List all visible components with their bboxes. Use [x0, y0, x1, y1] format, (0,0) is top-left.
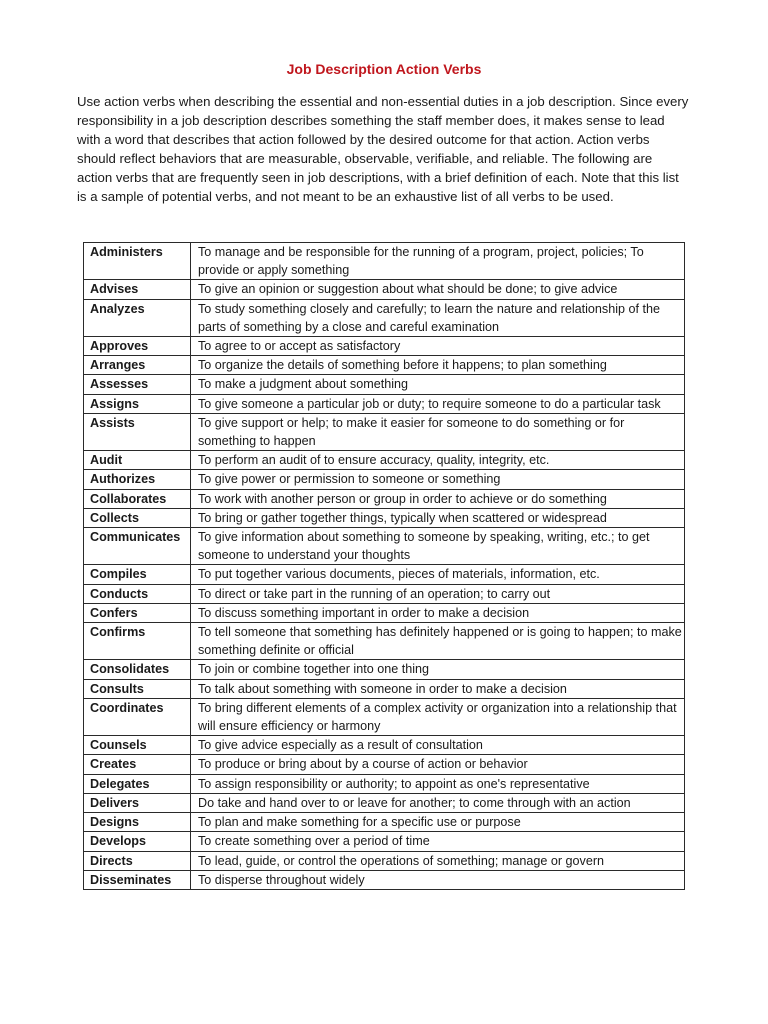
intro-paragraph: Use action verbs when describing the essential and non-essential duties in a job description. Since every responsibility in a job description describes something the staff member does, it makes sense to lead with a word that describes that action followed by the desired outcome for that action. Action verbs should reflect behaviors that are measurable, observable, verifiable, and reliable. The following are action verbs that are frequently seen in job descriptions, with a brief definition of each. Note that this list is a sample of potential verbs, and not meant to be an exhaustive list of all verbs to be used.	[77, 94, 689, 204]
verb-term: Counsels	[84, 736, 191, 755]
verb-definition: To lead, guide, or control the operations of something; manage or govern	[191, 851, 685, 870]
table-row	[84, 243, 685, 280]
verb-term: Arranges	[84, 356, 191, 375]
table-row	[84, 356, 685, 375]
verb-term: Approves	[84, 337, 191, 356]
verb-definition: To tell someone that something has definitely happened or is going to happen; to make something definite or official	[191, 623, 685, 660]
table-row	[84, 394, 685, 413]
verb-term: Administers	[84, 243, 191, 280]
table-row	[84, 451, 685, 470]
verb-definition: To perform an audit of to ensure accuracy, quality, integrity, etc.	[191, 451, 685, 470]
verb-definition: To create something over a period of time	[191, 832, 685, 851]
verb-definition: To talk about something with someone in order to make a decision	[191, 679, 685, 698]
table-row	[84, 813, 685, 832]
verb-definition: To study something closely and carefully; to learn the nature and relationship of the parts of something by a close and careful examination	[191, 299, 685, 336]
verb-term: Delivers	[84, 793, 191, 812]
verb-term: Confers	[84, 603, 191, 622]
verb-term: Develops	[84, 832, 191, 851]
verb-term: Collaborates	[84, 489, 191, 508]
table-row	[84, 528, 685, 565]
verb-definition: To bring different elements of a complex activity or organization into a relationship that will ensure efficiency or harmony	[191, 698, 685, 735]
table-row	[84, 299, 685, 336]
verb-table-body	[84, 243, 685, 890]
table-row	[84, 337, 685, 356]
table-row	[84, 375, 685, 394]
table-row	[84, 755, 685, 774]
verb-definition: To work with another person or group in order to achieve or do something	[191, 489, 685, 508]
verb-definition-table	[83, 242, 685, 890]
table-row	[84, 832, 685, 851]
verb-definition: To give information about something to someone by speaking, writing, etc.; to get someone to understand your thoughts	[191, 528, 685, 565]
table-row	[84, 489, 685, 508]
table-row	[84, 774, 685, 793]
page-title: Job Description Action Verbs	[286, 61, 482, 77]
table-row	[84, 623, 685, 660]
verb-term: Assigns	[84, 394, 191, 413]
verb-term: Coordinates	[84, 698, 191, 735]
verb-term: Consults	[84, 679, 191, 698]
table-row	[84, 870, 685, 889]
verb-definition: To give support or help; to make it easier for someone to do something or for something to happen	[191, 413, 685, 450]
verb-term: Creates	[84, 755, 191, 774]
verb-term: Consolidates	[84, 660, 191, 679]
verb-definition: To give someone a particular job or duty; to require someone to do a particular task	[191, 394, 685, 413]
verb-term: Confirms	[84, 623, 191, 660]
verb-definition: To make a judgment about something	[191, 375, 685, 394]
table-row	[84, 736, 685, 755]
verb-definition: To agree to or accept as satisfactory	[191, 337, 685, 356]
verb-term: Advises	[84, 280, 191, 299]
verb-definition: To give an opinion or suggestion about what should be done; to give advice	[191, 280, 685, 299]
verb-term: Disseminates	[84, 870, 191, 889]
verb-term: Compiles	[84, 565, 191, 584]
verb-definition: To bring or gather together things, typically when scattered or widespread	[191, 508, 685, 527]
verb-definition: To manage and be responsible for the running of a program, project, policies; To provide or apply something	[191, 243, 685, 280]
table-row	[84, 413, 685, 450]
table-row	[84, 698, 685, 735]
verb-definition: To produce or bring about by a course of action or behavior	[191, 755, 685, 774]
verb-term: Communicates	[84, 528, 191, 565]
table-row	[84, 679, 685, 698]
verb-definition: To give power or permission to someone or something	[191, 470, 685, 489]
verb-term: Directs	[84, 851, 191, 870]
table-row	[84, 603, 685, 622]
verb-term: Analyzes	[84, 299, 191, 336]
verb-term: Authorizes	[84, 470, 191, 489]
verb-definition: To direct or take part in the running of an operation; to carry out	[191, 584, 685, 603]
table-row	[84, 280, 685, 299]
verb-term: Assists	[84, 413, 191, 450]
table-row	[84, 793, 685, 812]
verb-term: Designs	[84, 813, 191, 832]
table-row	[84, 851, 685, 870]
table-row	[84, 660, 685, 679]
verb-term: Delegates	[84, 774, 191, 793]
verb-term: Conducts	[84, 584, 191, 603]
verb-definition: To discuss something important in order to make a decision	[191, 603, 685, 622]
verb-definition: To join or combine together into one thing	[191, 660, 685, 679]
verb-term: Audit	[84, 451, 191, 470]
verb-definition: Do take and hand over to or leave for another; to come through with an action	[191, 793, 685, 812]
verb-definition: To organize the details of something before it happens; to plan something	[191, 356, 685, 375]
table-row	[84, 470, 685, 489]
verb-definition: To disperse throughout widely	[191, 870, 685, 889]
table-row	[84, 508, 685, 527]
verb-definition: To plan and make something for a specific use or purpose	[191, 813, 685, 832]
verb-definition: To give advice especially as a result of consultation	[191, 736, 685, 755]
table-row	[84, 584, 685, 603]
verb-term: Collects	[84, 508, 191, 527]
verb-definition: To assign responsibility or authority; to appoint as one's representative	[191, 774, 685, 793]
verb-term: Assesses	[84, 375, 191, 394]
table-row	[84, 565, 685, 584]
verb-definition: To put together various documents, pieces of materials, information, etc.	[191, 565, 685, 584]
